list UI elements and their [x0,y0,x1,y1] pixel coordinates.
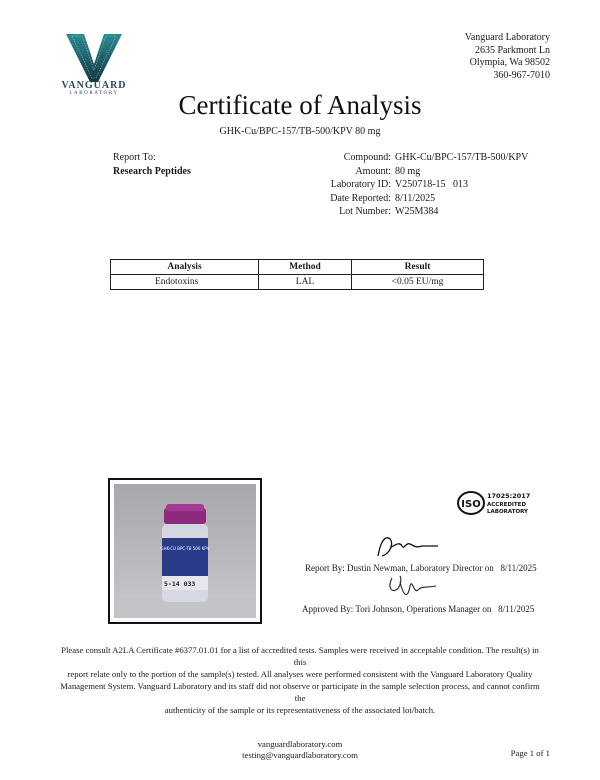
iso-mark: ISO [461,499,481,510]
disclaimer-line: Management System. Vanguard Laboratory and its staff did not observe or participate in the sample selection process, and cannot confirm the [60,681,540,703]
detail-value: GHK-Cu/BPC-157/TB-500/KPV [395,152,529,163]
cell-method: LAL [259,275,352,290]
detail-label: Laboratory ID: [330,179,391,191]
disclaimer-line: report relate only to the portion of the sample(s) tested. All analyses were performed consistent with the Vanguard Laboratory Quality [67,669,533,679]
lab-name: Vanguard Laboratory [464,32,550,43]
column-header-analysis: Analysis [111,260,259,275]
lab-street: 2635 Parkmont Ln [475,44,550,56]
detail-row [300,205,528,219]
sample-details [300,151,528,219]
report-by-line: Report By: Dustin Newman, Laboratory Director on 8/11/2025 [305,563,537,573]
detail-label: Amount: [355,165,391,177]
lab-phone: 360-967-7010 [493,69,550,81]
results-table [110,259,484,290]
detail-label: Date Reported: [330,192,391,204]
approved-by-line: Approved By: Tori Johnson, Operations Manager on 8/11/2025 [302,604,535,614]
cell-result: <0.05 EU/mg [352,275,484,290]
document-title: Certificate of Analysis [178,90,422,120]
detail-row [300,165,528,179]
footer-email: testing@vanguardlaboratory.com [242,750,358,760]
table-row [111,275,484,290]
detail-label: Lot Number: [339,206,391,218]
sample-photo-image [114,484,256,618]
column-header-result: Result [352,260,484,275]
iso-standard: 17025:2017 [487,492,531,500]
cell-analysis: Endotoxins [111,275,259,290]
iso-accredited: ACCREDITED [487,502,527,508]
iso-laboratory: LABORATORY [487,509,529,515]
sample-photo [108,478,262,624]
detail-value: W25M384 [395,206,439,218]
logo-subtitle: LABORATORY [69,91,119,96]
disclaimer-text [55,644,545,716]
manager-signature [384,572,438,600]
vial-label-text: GHK-CU BPC-TB 500 KPV [160,546,210,551]
vial-code-text: 5-14 033 [164,580,196,588]
detail-row [300,151,528,165]
logo-wordmark: VANGUARD [61,80,127,91]
detail-value: 8/11/2025 [395,192,436,204]
report-to-name: Research Peptides [113,166,191,177]
disclaimer-line: Please consult A2LA Certificate #6377.01.01 for a list of accredited tests. Samples were received in acceptable condition. The result(s) in this [61,645,539,667]
footer-website: vanguardlaboratory.com [257,739,343,749]
detail-value: 80 mg [395,165,421,177]
page-number: Page 1 of 1 [510,748,550,758]
vial-illustration [114,484,256,618]
director-signature [372,534,442,560]
lab-city: Olympia, Wa 98502 [469,57,550,68]
detail-row [300,192,528,206]
report-to-label: Report To: [113,152,156,163]
document-subtitle: GHK-Cu/BPC-157/TB-500/KPV 80 mg [219,126,381,137]
lab-address [465,32,550,82]
detail-value: V250718-15 013 [395,179,469,191]
iso-accreditation-badge [457,489,557,517]
disclaimer-line: authenticity of the sample or its representativeness of the associated lot/batch. [164,705,436,715]
detail-label: Compound: [343,152,391,163]
detail-row [300,178,528,192]
column-header-method: Method [259,260,352,275]
table-header-row [111,260,484,275]
